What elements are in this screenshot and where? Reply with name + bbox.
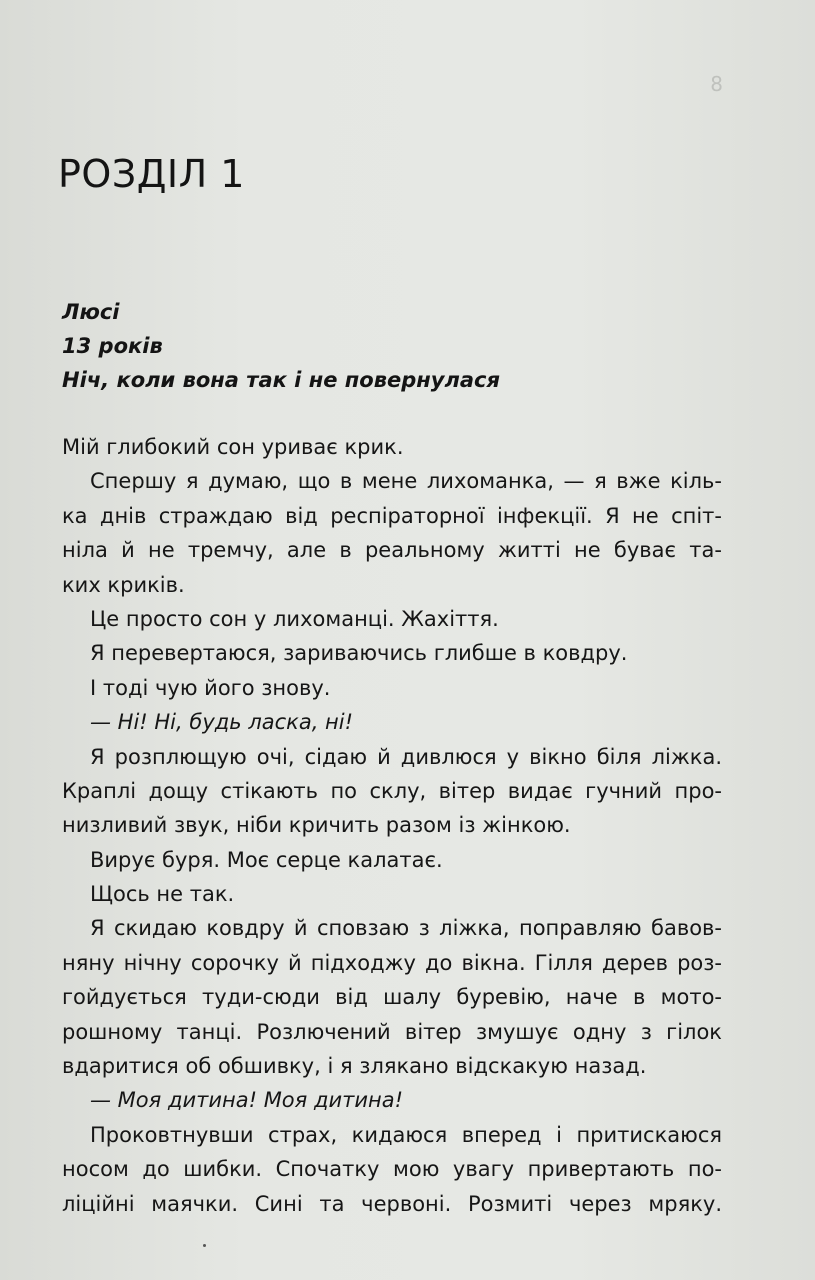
body-text [62, 430, 722, 1221]
text-line: Це просто сон у лихоманці. Жахіття. [90, 606, 499, 631]
text-line: ка днів страждаю від респіраторної інфекції. Я не спіт- [62, 503, 722, 528]
text-line: — Моя дитина! Моя дитина! [90, 1088, 404, 1113]
print-speck [203, 1244, 206, 1247]
text-line: Проковтнувши страх, кидаюся вперед і притискаюся [90, 1122, 722, 1147]
subhead-age: 13 років [62, 334, 163, 358]
text-line: Краплі дощу стікають по склу, вітер видає гучний про- [62, 778, 722, 803]
text-line: — Ні! Ні, будь ласка, ні! [90, 710, 354, 735]
text-line: няну нічну сорочку й підходжу до вікна. Гілля дерев роз- [62, 950, 722, 975]
text-line: Спершу я думаю, що в мене лихоманка, — я вже кіль- [90, 469, 722, 494]
text-line: ліційні маячки. Сині та червоні. Розмиті через мряку. [62, 1191, 722, 1216]
chapter-title: РОЗДІЛ 1 [58, 152, 245, 196]
text-line: рошному танці. Розлючений вітер змушує одну з гілок [62, 1019, 722, 1044]
text-line: Мій глибокий сон уриває крик. [62, 435, 404, 459]
text-line: гойдується туди-сюди від шалу буревію, наче в мото- [62, 985, 722, 1010]
text-line: ких криків. [62, 572, 185, 597]
subhead-night: Ніч, коли вона так і не повернулася [62, 368, 500, 392]
text-line: Я скидаю ковдру й сповзаю з ліжка, поправляю бавов- [90, 916, 722, 941]
text-line: ніла й не тремчу, але в реальному житті не буває та- [62, 538, 722, 563]
subhead-character: Люсі [62, 300, 120, 324]
text-line: Щось не так. [90, 882, 235, 907]
text-line: низливий звук, ніби кричить разом із жінкою. [62, 813, 571, 838]
page-number: 8 [710, 72, 723, 96]
text-line: носом до шибки. Спочатку мою увагу привертають по- [62, 1157, 722, 1182]
text-line: І тоді чую його знову. [90, 675, 331, 700]
text-line: Я перевертаюся, зариваючись глибше в ковдру. [90, 641, 628, 666]
text-line: Вирує буря. Моє серце калатає. [90, 847, 443, 872]
text-line: Я розплющую очі, сідаю й дивлюся у вікно біля ліжка. [90, 744, 722, 769]
chapter-subheads [62, 295, 500, 397]
text-line: вдаритися об обшивку, і я злякано відскакую назад. [62, 1054, 647, 1079]
